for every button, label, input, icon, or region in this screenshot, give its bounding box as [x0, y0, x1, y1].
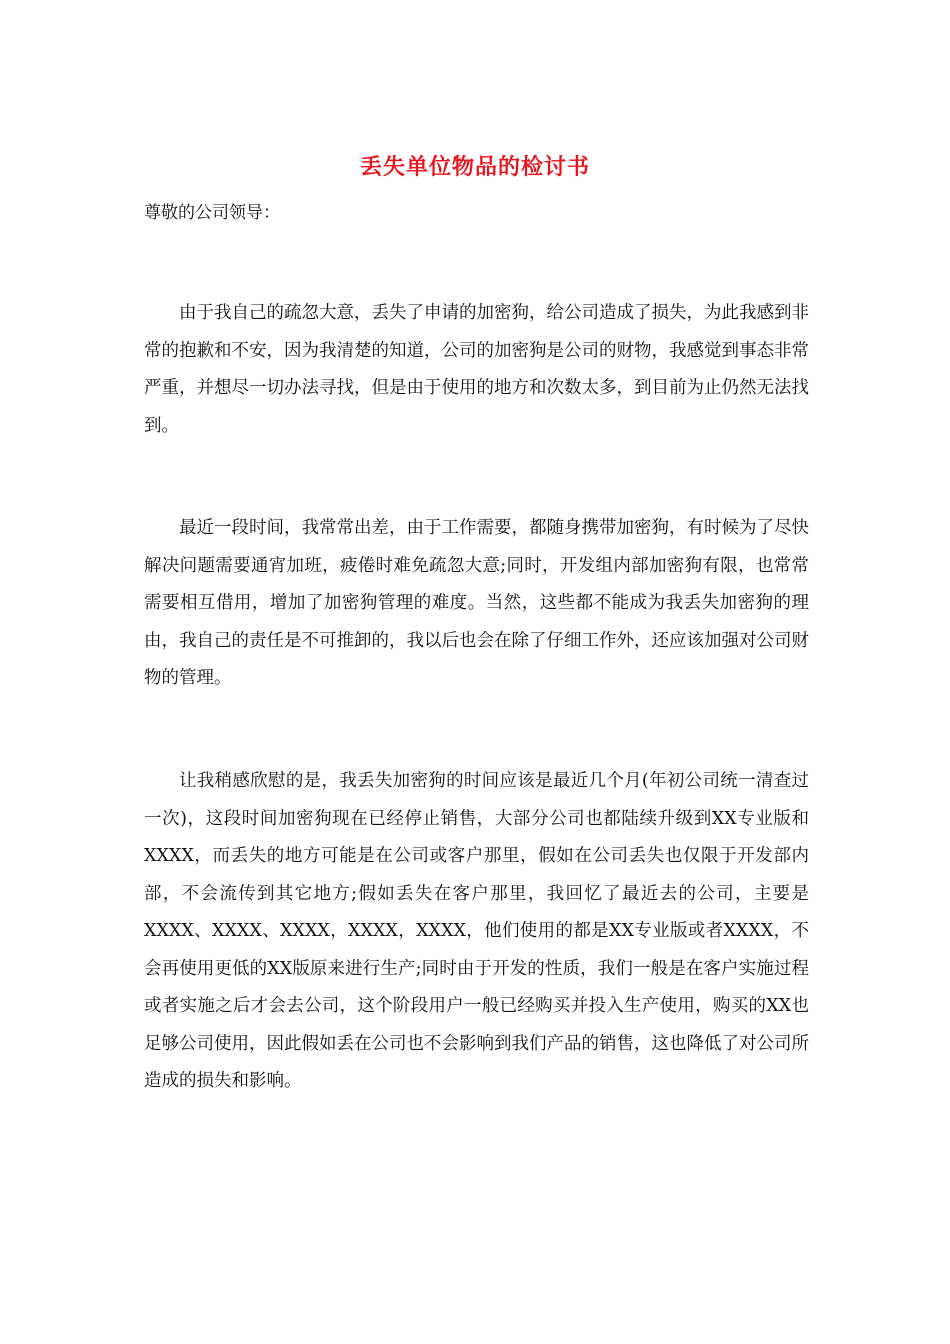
paragraph-1: 由于我自己的疏忽大意，丢失了申请的加密狗，给公司造成了损失，为此我感到非常的抱歉和不安，因为我清楚的知道，公司的加密狗是公司的财物，我感觉到事态非常严重，并想尽一切办法寻找，但是由于使用的地方和次数太多，到目前为止仍然无法找到。	[144, 303, 809, 436]
paragraph-3: 让我稍感欣慰的是，我丢失加密狗的时间应该是最近几个月(年初公司统一清查过一次)，这段时间加密狗现在已经停止销售，大部分公司也都陆续升级到XX专业版和XXXX，而丢失的地方可能是在公司或客户那里，假如在公司丢失也仅限于开发部内部，不会流传到其它地方;假如丢失在客户那里，我回忆了最近去的公司，主要是XXXX、XXXX、XXXX，XXXX，XXXX，他们使用的都是XX专业版或者XXXX，不会再使用更低的XX版原来进行生产;同时由于开发的性质，我们一般是在客户实施过程或者实施之后才会去公司，这个阶段用户一般已经购买并投入生产使用，购买的XX也足够公司使用，因此假如丢在公司也不会影响到我们产品的销售，这也降低了对公司所造成的损失和影响。	[144, 771, 809, 1091]
paragraph-2: 最近一段时间，我常常出差，由于工作需要，都随身携带加密狗，有时候为了尽快解决问题需要通宵加班，疲倦时难免疏忽大意;同时，开发组内部加密狗有限，也常常需要相互借用，增加了加密狗管理的难度。当然，这些都不能成为我丢失加密狗的理由，我自己的责任是不可推卸的，我以后也会在除了仔细工作外，还应该加强对公司财物的管理。	[144, 518, 809, 688]
document-title: 丢失单位物品的检讨书	[359, 154, 590, 180]
salutation: 尊敬的公司领导：	[144, 203, 280, 223]
